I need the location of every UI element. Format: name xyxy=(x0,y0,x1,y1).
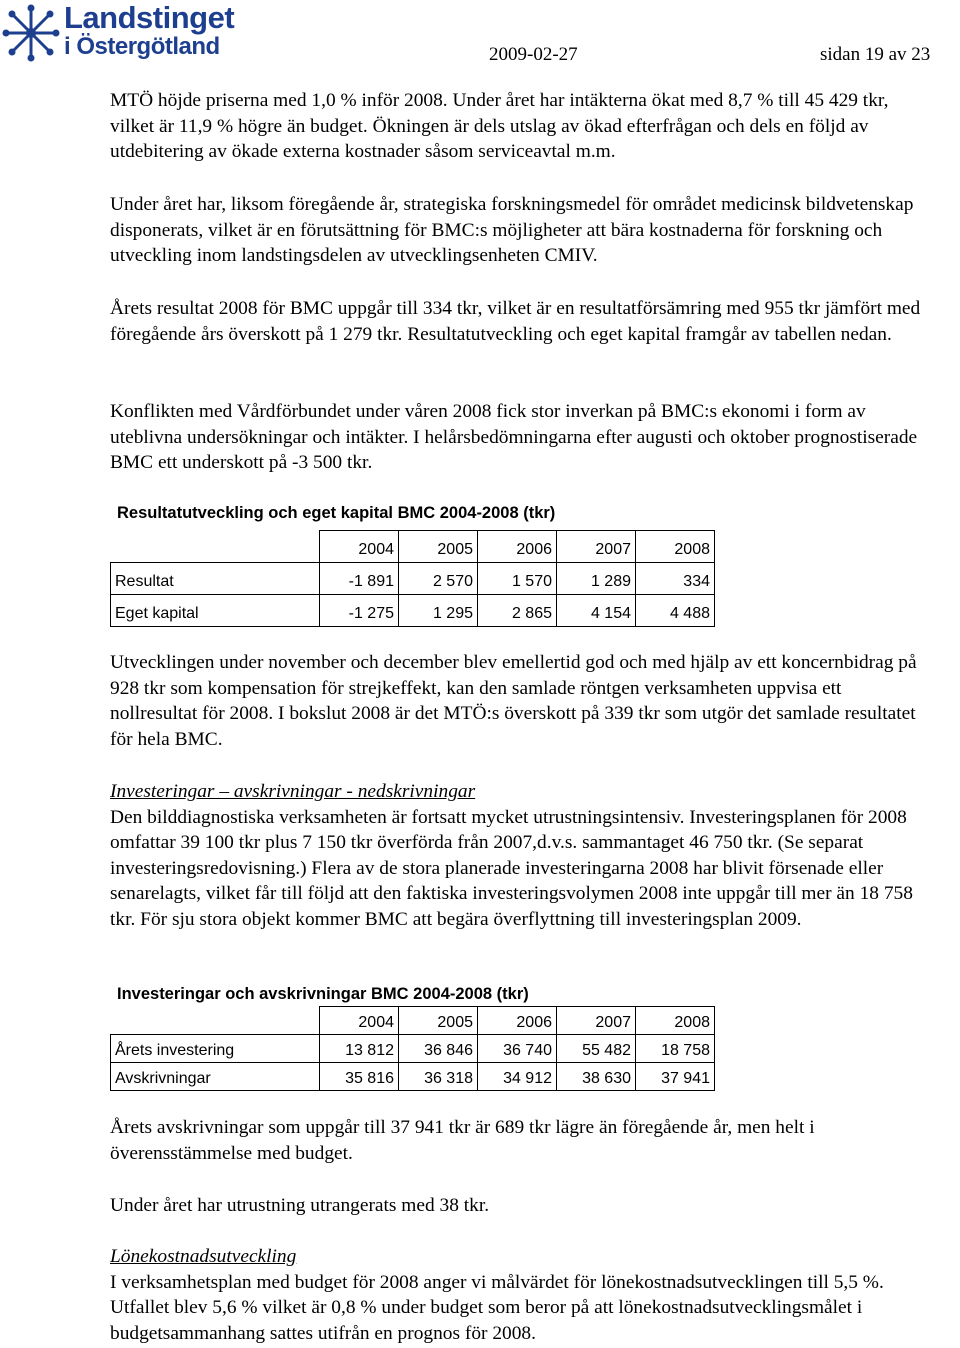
year-header: 2007 xyxy=(557,1007,636,1035)
paragraph-investments: Den bilddiagnostiska verksamheten är fortsatt mycket utrustningsintensiv. Investeringsplanen för 2008 omfattar 39 100 tkr plus 7 150 tkr överförda från 2007,d.v.s. sammantaget 46 750 tkr. (Se separat investeringsredovisning.) Flera av de stora planerade investeringarna 2008 har blivit försenade eller senarelagts, vilket får till följd att den faktiska investeringsvolymen 2008 inte uppgår till mer än 18 758 tkr. För sju stora objekt kommer BMC att begära överflyttning till investeringsplan 2009. xyxy=(110,806,913,930)
table-cell: 36 846 xyxy=(399,1035,478,1063)
snowflake-logo-icon xyxy=(2,4,60,62)
year-header: 2006 xyxy=(478,531,557,563)
table-cell: 13 812 xyxy=(320,1035,399,1063)
row-label: Avskrivningar xyxy=(111,1063,320,1091)
table-cell: -1 891 xyxy=(320,563,399,595)
table-cell: -1 275 xyxy=(320,595,399,627)
table-cell: 4 488 xyxy=(636,595,715,627)
row-label: Årets investering xyxy=(111,1035,320,1063)
table-row xyxy=(111,563,715,595)
logo-title: Landstinget xyxy=(64,0,235,35)
table-cell: 1 289 xyxy=(557,563,636,595)
year-header: 2008 xyxy=(636,1007,715,1035)
year-header: 2005 xyxy=(399,1007,478,1035)
paragraph-price-increase: MTÖ höjde priserna med 1,0 % inför 2008. Under året har intäkterna ökat med 8,7 % till 45 429 tkr, vilket är 11,9 % högre än budget. Ökningen är dels utslag av ökad efterfrågan och dels en följd av utdebitering av ökade externa kostnader såsom serviceavtal m.m. xyxy=(110,90,889,163)
table-cell: 1 295 xyxy=(399,595,478,627)
paragraph-conflict: Konflikten med Vårdförbundet under våren 2008 fick stor inverkan på BMC:s ekonomi i form av uteblivna undersökningar och intäkter. I helårsbedömningarna efter augusti och oktober prognostiserade BMC ett underskott på -3 500 tkr. xyxy=(110,401,918,474)
table-cell: 2 865 xyxy=(478,595,557,627)
paragraph-salary: I verksamhetsplan med budget för 2008 anger vi målvärdet för lönekostnadsutvecklingen till 5,5 %. Utfallet blev 5,6 % vilket är 0,8 % under budget som beror på att lönekostnadsutvecklingsmålet i budgetsammanhang sattes utifrån en prognos för 2008. xyxy=(110,1271,884,1344)
table-cell: 334 xyxy=(636,563,715,595)
table-row xyxy=(111,1063,715,1091)
table-header-row xyxy=(111,1007,715,1035)
paragraph-disposals: Under året har utrustning utrangerats med 38 tkr. xyxy=(110,1195,490,1216)
table-cell: 34 912 xyxy=(478,1063,557,1091)
section-heading-salary: Lönekostnadsutveckling xyxy=(110,1246,297,1267)
year-header: 2004 xyxy=(320,531,399,563)
row-label: Eget kapital xyxy=(111,595,320,627)
table-corner xyxy=(111,531,320,563)
table-row xyxy=(111,1035,715,1063)
investment-depreciation-table xyxy=(110,1006,715,1091)
paragraph-annual-result: Årets resultat 2008 för BMC uppgår till 334 tkr, vilket är en resultatförsämring med 955 tkr jämfört med föregående års överskott på 1 279 tkr. Resultatutveckling och eget kapital framgår av tabellen nedan. xyxy=(110,298,921,345)
table-cell: 36 318 xyxy=(399,1063,478,1091)
table-result-title: Resultatutveckling och eget kapital BMC 2004-2008 (tkr) xyxy=(117,504,556,522)
investment-section xyxy=(110,779,930,933)
table-investment-title: Investeringar och avskrivningar BMC 2004-2008 (tkr) xyxy=(117,985,529,1003)
table-cell: 35 816 xyxy=(320,1063,399,1091)
table-cell: 1 570 xyxy=(478,563,557,595)
year-header: 2005 xyxy=(399,531,478,563)
table-cell: 37 941 xyxy=(636,1063,715,1091)
table-cell: 55 482 xyxy=(557,1035,636,1063)
table-cell: 4 154 xyxy=(557,595,636,627)
page-number: sidan 19 av 23 xyxy=(820,44,931,65)
document-date: 2009-02-27 xyxy=(489,44,578,65)
paragraph-research-funds: Under året har, liksom föregående år, strategiska forskningsmedel för området medicinsk bildvetenskap disponerats, vilket är en förutsättning för BMC:s möjligheter att bära kostnaderna för forskning och utveckling inom landstingsdelen av utvecklingsenheten CMIV. xyxy=(110,194,914,267)
year-header: 2008 xyxy=(636,531,715,563)
table-row xyxy=(111,595,715,627)
table-cell: 36 740 xyxy=(478,1035,557,1063)
table-cell: 18 758 xyxy=(636,1035,715,1063)
logo-subtitle: i Östergötland xyxy=(64,33,220,60)
table-header-row xyxy=(111,531,715,563)
salary-section xyxy=(110,1244,930,1346)
landstinget-logo xyxy=(0,0,250,64)
paragraph-development: Utvecklingen under november och december blev emellertid god och med hjälp av ett koncernbidrag på 928 tkr som kompensation för strejkeffekt, kan den samlade röntgen verksamheten uppvisa ett nollresultat för 2008. I bokslut 2008 är det MTÖ:s överskott på 339 tkr som utgör det samlade resultatet för hela BMC. xyxy=(110,652,917,750)
year-header: 2004 xyxy=(320,1007,399,1035)
row-label: Resultat xyxy=(111,563,320,595)
year-header: 2007 xyxy=(557,531,636,563)
result-equity-table xyxy=(110,530,715,627)
paragraph-depreciation: Årets avskrivningar som uppgår till 37 941 tkr är 689 tkr lägre än föregående år, men helt i överensstämmelse med budget. xyxy=(110,1117,815,1164)
table-cell: 2 570 xyxy=(399,563,478,595)
table-corner xyxy=(111,1007,320,1035)
table-cell: 38 630 xyxy=(557,1063,636,1091)
section-heading-investments: Investeringar – avskrivningar - nedskrivningar xyxy=(110,781,476,802)
year-header: 2006 xyxy=(478,1007,557,1035)
